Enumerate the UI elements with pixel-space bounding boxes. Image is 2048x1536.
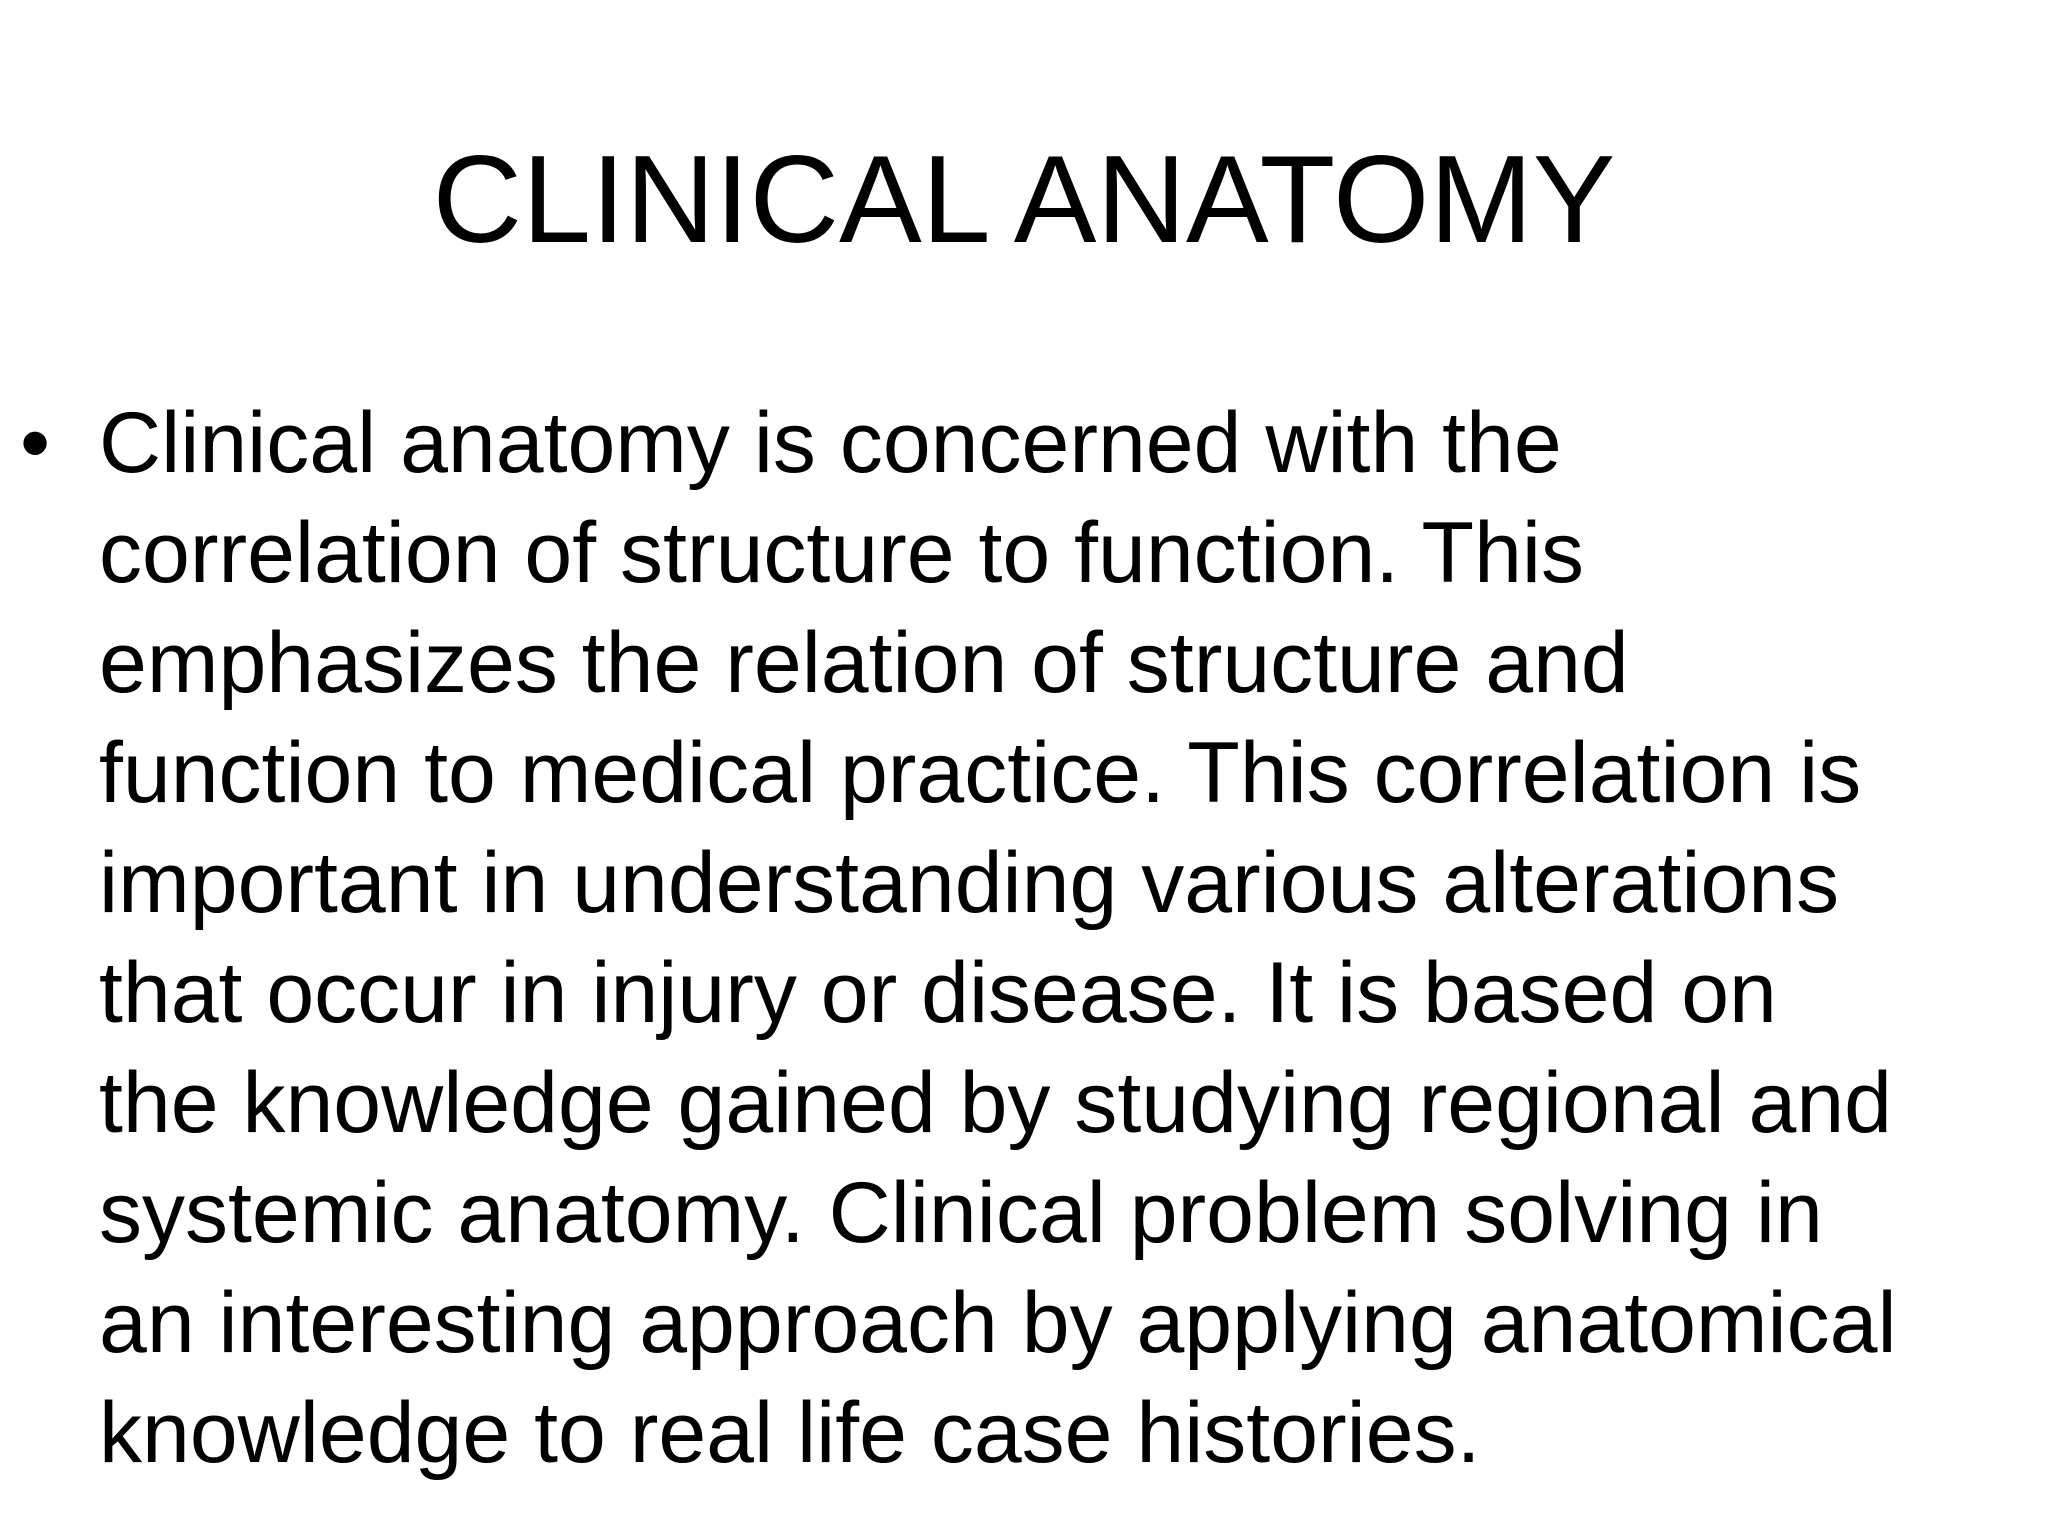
bullet-text-line: systemic anatomy. Clinical problem solving in — [99, 1165, 1823, 1261]
bullet-text-line: emphasizes the relation of structure and — [99, 615, 1629, 711]
bullet-text-line: function to medical practice. This correlation is — [99, 725, 1862, 821]
bullet-marker: • — [20, 395, 51, 491]
bullet-text-line: the knowledge gained by studying regional and — [99, 1055, 1892, 1151]
bullet-text-line: important in understanding various alterations — [99, 835, 1840, 931]
bullet-list — [20, 388, 2030, 1488]
bullet-text-line: an interesting approach by applying anatomical — [99, 1275, 1897, 1371]
bullet-item — [20, 388, 2030, 1488]
bullet-text-line: correlation of structure to function. This — [99, 505, 1585, 601]
slide-title: CLINICAL ANATOMY — [432, 131, 1616, 269]
bullet-text-line: that occur in injury or disease. It is based on — [99, 945, 1777, 1041]
bullet-text-line: knowledge to real life case histories. — [99, 1385, 1481, 1481]
bullet-text-line: Clinical anatomy is concerned with the — [99, 395, 1562, 491]
